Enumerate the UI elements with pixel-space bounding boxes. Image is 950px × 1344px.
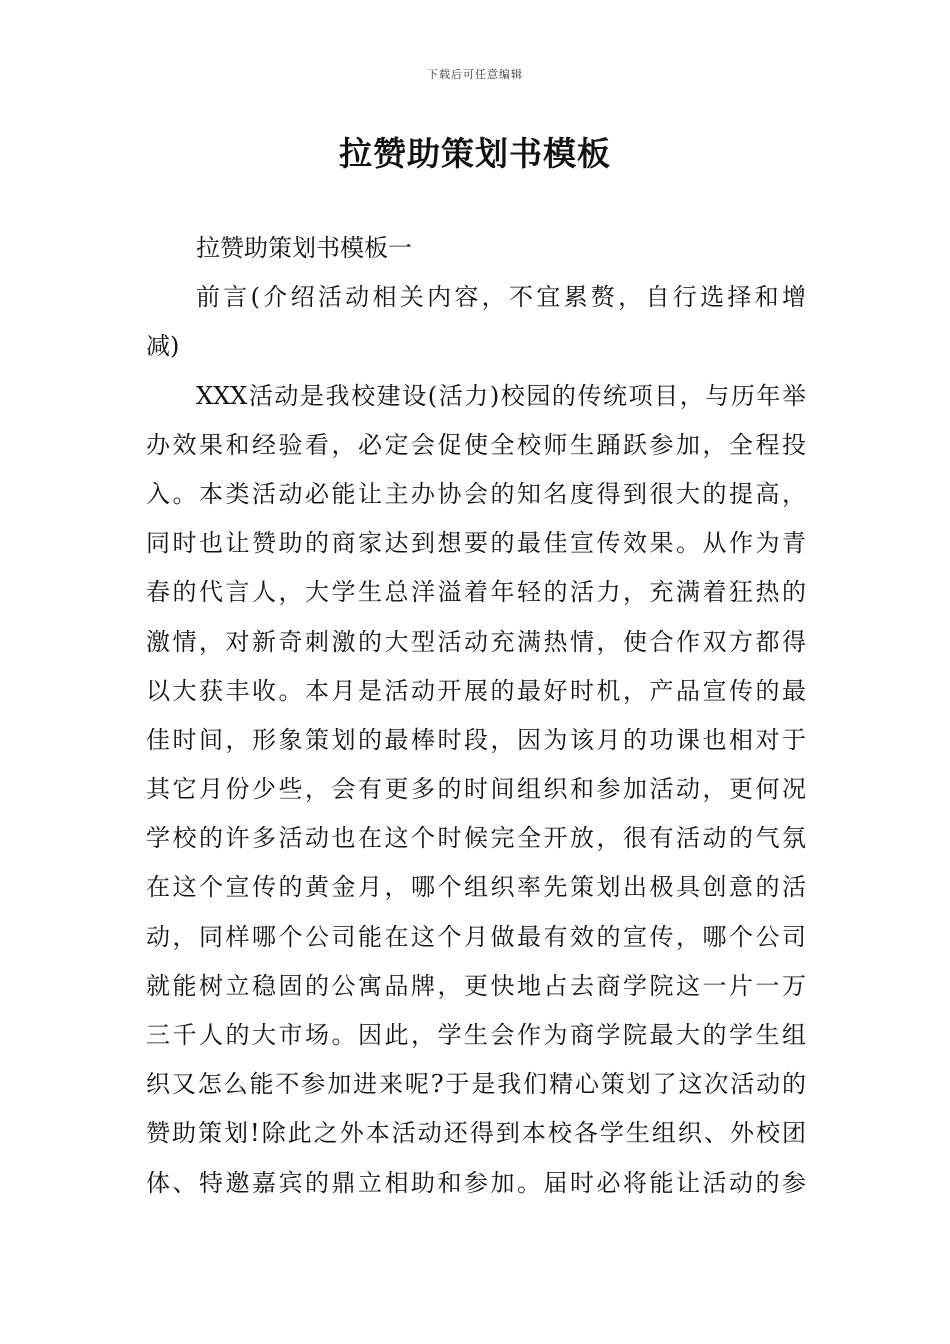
text-line: 就能树立稳固的公寓品牌，更快地占去商学院这一片一万 [146,971,806,1000]
text-line: 在这个宣传的黄金月，哪个组织率先策划出极具创意的活 [146,873,806,902]
header-note: 下载后可任意编辑 [427,68,523,81]
text-line: 激情，对新奇刺激的大型活动充满热情，使合作双方都得 [146,627,806,656]
text-line: 拉赞助策划书模板一 [196,234,412,262]
text-line: 学校的许多活动也在这个时候完全开放，很有活动的气氛 [146,824,806,853]
text-line: 以大获丰收。本月是活动开展的最好时机，产品宣传的最 [146,676,806,705]
text-line: 体、特邀嘉宾的鼎立相助和参加。届时必将能让活动的参 [146,1168,806,1197]
text-line: 赞助策划!除此之外本活动还得到本校各学生组织、外校团 [146,1119,806,1148]
text-line: XXX活动是我校建设(活力)校园的传统项目，与历年举 [196,381,806,410]
text-line: 办效果和经验看，必定会促使全校师生踊跃参加，全程投 [146,430,806,459]
text-line: 织又怎么能不参加进来呢?于是我们精心策划了这次活动的 [146,1070,806,1099]
text-line: 三千人的大市场。因此，学生会作为商学院最大的学生组 [146,1021,806,1049]
text-line: 佳时间，形象策划的最棒时段，因为该月的功课也相对于 [146,725,806,754]
text-line: 春的代言人，大学生总洋溢着年轻的活力，充满着狂热的 [146,578,806,607]
text-line: 其它月份少些，会有更多的时间组织和参加活动，更何况 [146,775,806,804]
text-line: 入。本类活动必能让主办协会的知名度得到很大的提高， [146,479,806,508]
document-body [146,224,806,1208]
text-line: 前言(介绍活动相关内容，不宜累赘，自行选择和增 [196,283,806,312]
text-line: 同时也让赞助的商家达到想要的最佳宣传效果。从作为青 [146,529,806,558]
document-title: 拉赞助策划书模板 [339,134,611,173]
text-line: 减) [146,332,180,361]
text-line: 动，同样哪个公司能在这个月做最有效的宣传，哪个公司 [146,922,806,951]
